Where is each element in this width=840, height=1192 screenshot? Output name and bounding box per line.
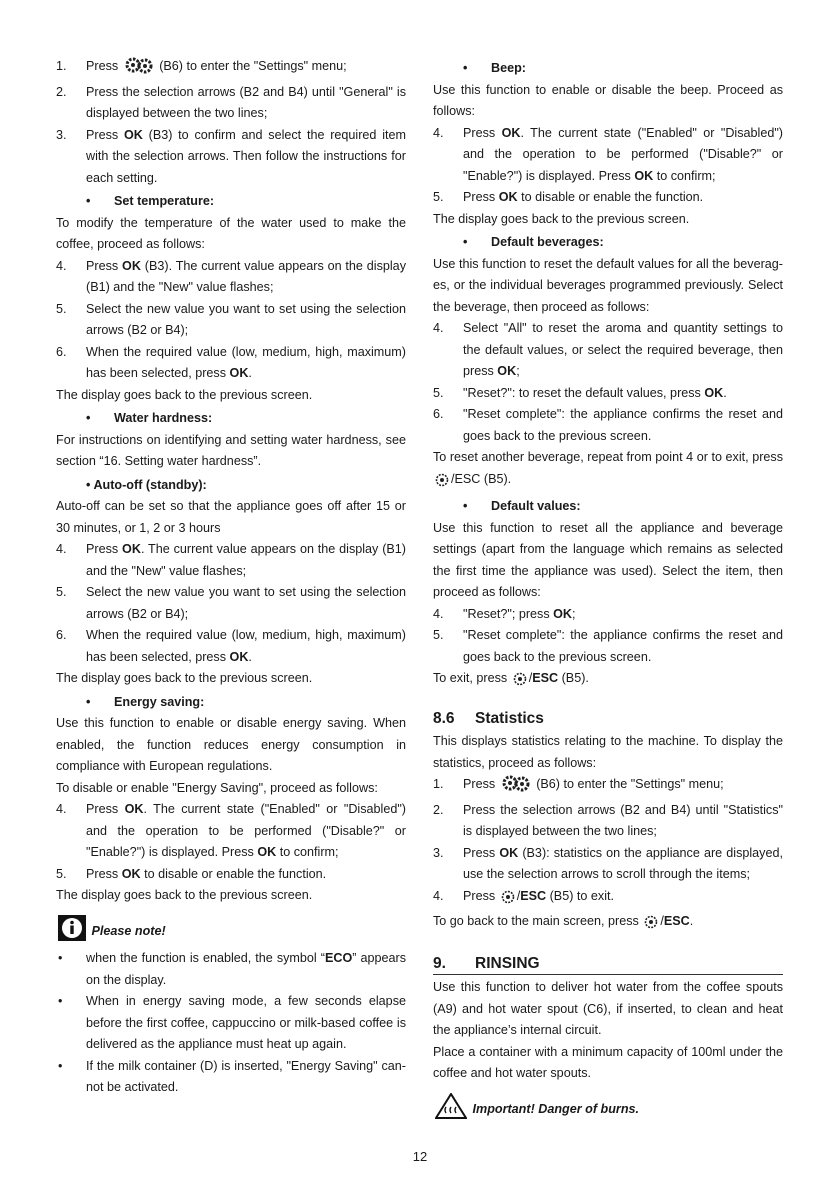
step-text: "Reset?"; press (463, 606, 554, 621)
list-item (433, 404, 783, 447)
note-title: Please note! (91, 923, 166, 938)
step-text: / (528, 671, 533, 685)
paragraph: Place a container with a minimum capacity of 100ml under the coffee and hot water spouts. (433, 1044, 783, 1080)
section-heading-energy-saving (56, 692, 406, 714)
esc-label: ESC (520, 888, 547, 903)
step-text: to confirm; (276, 845, 339, 859)
list-number: 5. (56, 866, 67, 881)
ok-label: OK (553, 606, 573, 621)
list-item (433, 383, 783, 405)
step-text: When in energy saving mode, a few seconds elapse before the first coffee, cappuccino or milk-based coffee is delivered as the appliance must heat up again. (86, 994, 406, 1051)
list-item (56, 125, 406, 190)
paragraph: The display goes back to the previous screen. (433, 211, 690, 226)
list-item (56, 56, 406, 82)
paragraph: The display goes back to the previous screen. (56, 888, 313, 902)
ok-label: OK (634, 168, 654, 183)
step-text: ; (572, 606, 576, 621)
ok-label: OK (124, 802, 144, 816)
step-text: If the milk container (D) is inserted, "Energy Saving" cannot be activated. (86, 1058, 406, 1094)
step-text: / (516, 888, 521, 903)
esc-icon (501, 890, 515, 912)
list-item (56, 582, 406, 625)
paragraph: Use this function to enable or disable the beep. Proceed as follows: (433, 82, 783, 118)
press-text: Press (463, 777, 496, 791)
bullet: • (463, 499, 468, 513)
step-text: When the required value (low, medium, high, maximum) has been selected, press (86, 344, 406, 380)
heading-text: RINSING (475, 954, 540, 972)
list-item (56, 299, 406, 342)
step-text: To go back to the main screen, press (433, 914, 643, 928)
list-item (433, 625, 783, 668)
bullet: • (86, 411, 91, 425)
step-text: / (660, 914, 664, 928)
step-text: Press (463, 190, 499, 204)
step-text: (B3): statistics on the appliance are displayed, use the selection arrows to scroll through the items; (463, 845, 783, 881)
list-number: 2. (433, 802, 444, 817)
step-text: . (248, 649, 252, 664)
list-number: 6. (56, 628, 67, 642)
settings-icon (124, 56, 154, 82)
step-text: (B3) to confirm and select the required item with the selection arrows. Then follow the instructions for each setting. (86, 127, 406, 185)
step-text: (B3). The current value appears on the display (B1) and the "New" value flashes; (86, 258, 406, 294)
bullet: • (58, 994, 63, 1008)
list-item (433, 886, 783, 912)
bullet: • (58, 1058, 63, 1073)
paragraph (433, 911, 783, 937)
list-number: 5. (56, 301, 67, 316)
page-number: 12 (412, 1149, 428, 1164)
list-item (433, 843, 783, 886)
step-text: . (689, 914, 694, 928)
step-text: Press the selection arrows (B2 and B4) until "Statistics" is displayed between the two lines; (463, 802, 783, 838)
list-number: 5. (56, 585, 67, 599)
list-item (433, 604, 783, 626)
list-item (56, 625, 406, 668)
list-item (56, 539, 406, 582)
list-item (56, 342, 406, 385)
step-text: Press (463, 125, 502, 140)
list-item (56, 948, 406, 991)
list-item (433, 800, 783, 843)
list-number: 4. (433, 125, 444, 140)
step-text: Press (86, 258, 123, 273)
list-number: 5. (433, 190, 444, 204)
paragraph: To modify the temperature of the water used to make the coffee, proceed as follows: (56, 215, 406, 251)
ok-label: OK (497, 364, 517, 378)
paragraph: Use this function to deliver hot water from the coffee spouts (A9) and hot water spout (C6), if inserted, to clean and heat the appliance’s internal circuit. (433, 980, 783, 1037)
list-number: 1. (433, 777, 444, 791)
left-column (56, 56, 406, 1099)
ok-label: OK (123, 127, 143, 142)
step-text: (B5) to exit. (546, 888, 614, 903)
list-number: 6. (56, 344, 67, 359)
ok-label: OK (229, 649, 249, 664)
ok-label: OK (498, 190, 518, 204)
list-item (56, 256, 406, 299)
note-heading (56, 915, 406, 949)
settings-icon (501, 774, 531, 800)
list-number: 2. (56, 84, 67, 99)
esc-label: ESC (663, 914, 690, 928)
heading-text: Default values: (491, 499, 581, 513)
paragraph: Use this function to reset the default values for all the beverages, or the individual beverages programmed previously. Select the beverage, then proceed as follows: (433, 256, 783, 314)
bullet: • (58, 951, 63, 965)
step-text: Press (86, 802, 125, 816)
info-icon (58, 915, 86, 949)
step-text: . (248, 366, 252, 380)
step-text: Select "All" to reset the aroma and quantity settings to the default values, or select the required beverage, then press (463, 321, 783, 378)
list-item (56, 991, 406, 1056)
step-text: . The current state ("Enabled" or "Disabled") and the operation to be performed ("Disable?" or "Enable?") is displayed. Press (463, 125, 783, 183)
step-text: "Reset?": to reset the default values, press (463, 385, 705, 400)
ok-label: OK (122, 258, 141, 273)
step-text: Select the new value you want to set using the selection arrows (B2 or B4); (86, 585, 406, 621)
list-item (433, 318, 783, 383)
list-number: 4. (433, 606, 444, 621)
hot-surface-warning-icon (435, 1093, 467, 1127)
heading-text: Set temperature: (114, 194, 215, 208)
list-item (433, 187, 783, 209)
heading-text: Default beverages: (491, 235, 604, 249)
step-text: to disable or enable the function. (517, 190, 704, 204)
step-text: to confirm; (653, 168, 716, 183)
ok-label: OK (501, 125, 521, 140)
list-number: 6. (433, 407, 444, 421)
esc-label: ESC (532, 671, 559, 685)
step-text: . The current state ("Enabled" or "Disabled") and the operation to be performed ("Disable?" or "Enable?") is displayed. Press (86, 802, 406, 859)
section-heading-water-hardness (56, 408, 406, 430)
step-text: Press (86, 127, 124, 142)
heading-text: Water hardness: (114, 411, 213, 425)
section-heading-rinsing (433, 953, 783, 976)
section-number: 9. (433, 954, 446, 972)
list-number: 4. (56, 258, 67, 273)
section-heading-statistics (433, 708, 783, 730)
list-number: 4. (433, 888, 444, 903)
paragraph: Use this function to enable or disable energy saving. When enabled, the function reduces energy consumption in compliance with European regulations. (56, 716, 406, 773)
step-text: . The current value appears on the display (B1) and the "New" value flashes; (86, 542, 406, 578)
press-text: Press (463, 888, 496, 903)
bullet: • (86, 194, 91, 208)
step-text: Press (86, 866, 122, 881)
list-item (56, 82, 406, 125)
step-text: /ESC (B5). (451, 471, 512, 486)
list-number: 5. (433, 628, 444, 642)
list-number: 4. (433, 321, 444, 335)
paragraph: The display goes back to the previous screen. (56, 671, 313, 685)
step-text: Press the selection arrows (B2 and B4) until "General" is displayed between the two lines; (86, 84, 406, 120)
list-item (433, 774, 783, 800)
paragraph: Use this function to reset all the appliance and beverage settings (apart from the language which remains as selected the first time the appliance was used). Select the item, then proceed as follows: (433, 520, 783, 599)
list-item (56, 799, 406, 864)
step-text: (B5). (558, 671, 589, 685)
bullet: • (86, 694, 91, 709)
right-column (433, 56, 783, 1126)
warning-heading (433, 1093, 783, 1127)
bullet: • (463, 235, 468, 249)
list-item (433, 123, 783, 188)
heading-text: • Auto-off (standby): (86, 477, 207, 492)
section-number: 8.6 (433, 709, 455, 727)
step-text: When the required value (low, medium, high, maximum) has been selected, press (86, 628, 406, 664)
press-text: Press (86, 59, 119, 73)
step-text: Press (86, 542, 123, 556)
paragraph: This displays statistics relating to the machine. To display the statistics, proceed as follows: (433, 734, 783, 770)
heading-text: Energy saving: (114, 694, 205, 709)
section-heading-default-values (433, 496, 783, 518)
step-text: when the function is enabled, the symbol “ (86, 951, 325, 965)
step-text: (B6) to enter the "Settings" menu; (536, 777, 724, 791)
step-text: . (723, 385, 727, 400)
paragraph (433, 447, 783, 494)
ok-label: OK (121, 866, 141, 881)
ok-label: OK (499, 845, 519, 860)
step-text: "Reset complete": the appliance confirms the reset and goes back to the previous screen. (463, 628, 783, 664)
step-text: Press (463, 845, 500, 860)
step-text: To reset another beverage, repeat from point 4 or to exit, press (433, 450, 783, 464)
list-number: 3. (56, 127, 67, 142)
eco-label: ECO (324, 951, 353, 965)
step-text: To exit, press (433, 671, 511, 685)
list-item (56, 1056, 406, 1099)
ok-label: OK (704, 385, 724, 400)
paragraph: For instructions on identifying and setting water hardness, see section “16. Setting water hardness”. (56, 432, 406, 468)
list-number: 4. (56, 542, 67, 556)
paragraph (433, 668, 783, 694)
list-number: 5. (433, 385, 444, 400)
section-heading-auto-off (56, 475, 406, 497)
heading-text: Statistics (475, 709, 544, 727)
ok-label: OK (257, 845, 277, 859)
heading-text: Beep: (491, 61, 526, 75)
ok-label: OK (122, 542, 141, 556)
warning-title: Important! Danger of burns. (472, 1101, 640, 1116)
list-number: 3. (433, 845, 444, 860)
esc-icon (644, 915, 658, 937)
section-heading-set-temperature (56, 191, 406, 213)
bullet: • (463, 61, 468, 75)
step-text: (B6) to enter the "Settings" menu; (159, 59, 347, 73)
section-heading-beep (433, 58, 783, 80)
ok-label: OK (229, 366, 249, 380)
list-number: 4. (56, 802, 67, 816)
esc-icon (435, 473, 449, 495)
list-number: 1. (56, 59, 67, 73)
step-text: "Reset complete": the appliance confirms the reset and goes back to the previous screen. (463, 407, 783, 443)
step-text: Select the new value you want to set using the selection arrows (B2 or B4); (86, 301, 406, 337)
step-text: ; (516, 364, 520, 378)
paragraph: To disable or enable "Energy Saving", proceed as follows: (56, 780, 378, 795)
esc-icon (513, 672, 527, 694)
paragraph: Auto-off can be set so that the appliance goes off after 15 or 30 minutes, or 1, 2 or 3 hours (56, 499, 406, 535)
step-text: ” appears on the display. (86, 951, 406, 987)
list-item (56, 864, 406, 886)
step-text: to disable or enable the function. (140, 866, 327, 881)
paragraph: The display goes back to the previous screen. (56, 387, 313, 402)
section-heading-default-beverages (433, 232, 783, 254)
